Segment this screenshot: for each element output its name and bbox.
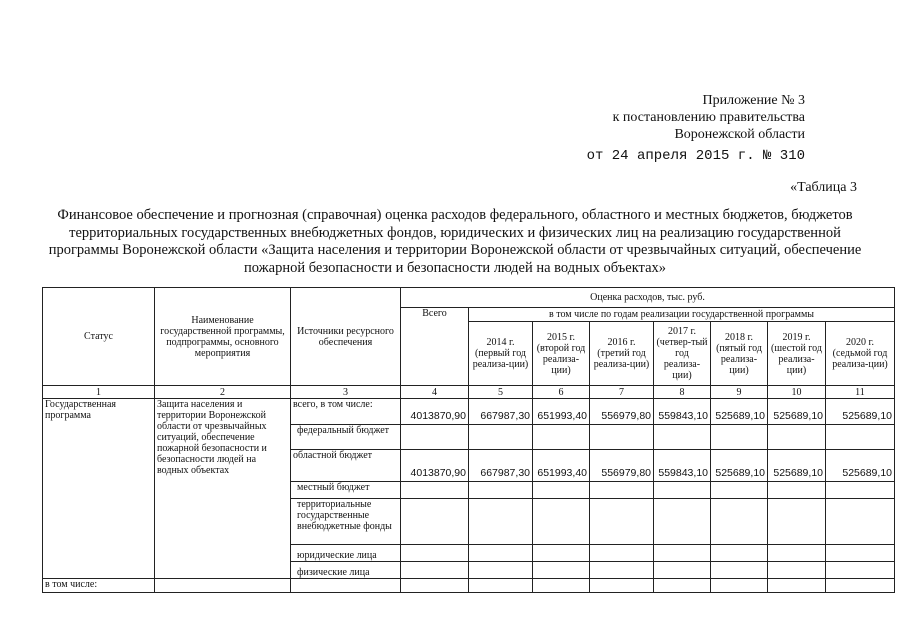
source-label: местный бюджет [291, 482, 401, 499]
value-2015 [533, 545, 590, 562]
value-2018 [711, 425, 768, 450]
table-row [43, 579, 895, 593]
value-2015: 651993,40 [533, 450, 590, 482]
value-2015 [533, 425, 590, 450]
value-2016 [590, 562, 654, 579]
value-2019: 525689,10 [768, 399, 826, 425]
column-numbers-row [43, 386, 895, 399]
col-number: 3 [291, 386, 401, 399]
table-row [43, 399, 895, 425]
value-2018 [711, 499, 768, 545]
value-2017 [654, 425, 711, 450]
program-name: Защита населения и территории Воронежской области от чрезвычайных ситуаций, обеспечение пожарной безопасности и безопасности людей на водных объектах [155, 399, 291, 579]
source-label: всего, в том числе: [291, 399, 401, 425]
value-2014 [469, 545, 533, 562]
value-total [401, 562, 469, 579]
value-2019 [768, 545, 826, 562]
document-title: Финансовое обеспечение и прогнозная (справочная) оценка расходов федерального, областного и местных бюджетов, бюджетов территориальных государственных внебюджетных фондов, юридических и физических лиц на реализацию государственной программы Воронежской области «Защита населения и территории Воронежской области от чрезвычайных ситуаций, обеспечение пожарной безопасности и безопасности людей на водных объектах» [48, 207, 862, 276]
value-2018 [711, 562, 768, 579]
value-2017 [654, 562, 711, 579]
value-2014 [469, 562, 533, 579]
value-2014: 667987,30 [469, 450, 533, 482]
value-2017 [654, 499, 711, 545]
value-2020 [826, 499, 895, 545]
value-total: 4013870,90 [401, 450, 469, 482]
empty-cell [590, 579, 654, 593]
value-2014 [469, 482, 533, 499]
value-2016: 556979,80 [590, 399, 654, 425]
value-2019: 525689,10 [768, 450, 826, 482]
value-2020 [826, 562, 895, 579]
value-total [401, 482, 469, 499]
value-2016 [590, 545, 654, 562]
finance-table [42, 287, 895, 593]
value-2020: 525689,10 [826, 450, 895, 482]
value-2015 [533, 482, 590, 499]
header-sources: Источники ресурсного обеспечения [291, 288, 401, 386]
source-label: физические лица [291, 562, 401, 579]
empty-cell [155, 579, 291, 593]
empty-cell [826, 579, 895, 593]
value-total: 4013870,90 [401, 399, 469, 425]
value-total [401, 425, 469, 450]
value-2018: 525689,10 [711, 399, 768, 425]
header-year-2019: 2019 г. (шестой год реализа-ции) [768, 322, 826, 386]
value-2017 [654, 482, 711, 499]
value-total [401, 499, 469, 545]
header-name: Наименование государственной программы, подпрограммы, основного мероприятия [155, 288, 291, 386]
header-year-2017: 2017 г. (четвер-тый год реализа-ции) [654, 322, 711, 386]
value-2016 [590, 499, 654, 545]
header-row-1 [43, 288, 895, 308]
value-2019 [768, 482, 826, 499]
value-2020 [826, 545, 895, 562]
value-2018 [711, 482, 768, 499]
col-number: 6 [533, 386, 590, 399]
col-number: 9 [711, 386, 768, 399]
value-2016 [590, 482, 654, 499]
value-2019 [768, 425, 826, 450]
program-status: Государственная программа [43, 399, 155, 579]
value-2019 [768, 562, 826, 579]
appendix-header [585, 92, 805, 165]
empty-cell [469, 579, 533, 593]
empty-cell [711, 579, 768, 593]
header-by-years: в том числе по годам реализации государственной программы [469, 308, 895, 322]
empty-cell [401, 579, 469, 593]
header-year-2015: 2015 г. (второй год реализа-ции) [533, 322, 590, 386]
header-total: Всего [401, 308, 469, 386]
appendix-date-line: от 24 апреля 2015 г. № 310 [586, 148, 805, 164]
appendix-line2: к постановлению правительства [612, 110, 805, 125]
empty-cell [654, 579, 711, 593]
header-status: Статус [43, 288, 155, 386]
appendix-line3: Воронежской области [674, 127, 805, 142]
col-number: 2 [155, 386, 291, 399]
empty-cell [533, 579, 590, 593]
header-year-2020: 2020 г. (седьмой год реализа-ции) [826, 322, 895, 386]
empty-cell [768, 579, 826, 593]
table-label: «Таблица 3 [790, 180, 857, 195]
value-total [401, 545, 469, 562]
value-2017: 559843,10 [654, 399, 711, 425]
value-2019 [768, 499, 826, 545]
header-year-2016: 2016 г. (третий год реализа-ции) [590, 322, 654, 386]
footer-status: в том числе: [43, 579, 155, 593]
header-year-2018: 2018 г. (пятый год реализа-ции) [711, 322, 768, 386]
value-2014 [469, 425, 533, 450]
value-2014 [469, 499, 533, 545]
col-number: 10 [768, 386, 826, 399]
col-number: 5 [469, 386, 533, 399]
value-2016 [590, 425, 654, 450]
col-number: 8 [654, 386, 711, 399]
col-number: 4 [401, 386, 469, 399]
value-2017: 559843,10 [654, 450, 711, 482]
col-number: 11 [826, 386, 895, 399]
value-2020 [826, 425, 895, 450]
value-2015 [533, 499, 590, 545]
col-number: 1 [43, 386, 155, 399]
header-estimate: Оценка расходов, тыс. руб. [401, 288, 895, 308]
value-2015: 651993,40 [533, 399, 590, 425]
value-2020: 525689,10 [826, 399, 895, 425]
col-number: 7 [590, 386, 654, 399]
value-2020 [826, 482, 895, 499]
value-2018: 525689,10 [711, 450, 768, 482]
source-label: областной бюджет [291, 450, 401, 482]
value-2014: 667987,30 [469, 399, 533, 425]
source-label: юридические лица [291, 545, 401, 562]
header-year-2014: 2014 г. (первый год реализа-ции) [469, 322, 533, 386]
value-2018 [711, 545, 768, 562]
value-2015 [533, 562, 590, 579]
value-2016: 556979,80 [590, 450, 654, 482]
value-2017 [654, 545, 711, 562]
source-label: федеральный бюджет [291, 425, 401, 450]
empty-cell [291, 579, 401, 593]
appendix-line1: Приложение № 3 [702, 93, 805, 108]
source-label: территориальные государственные внебюджетные фонды [291, 499, 401, 545]
